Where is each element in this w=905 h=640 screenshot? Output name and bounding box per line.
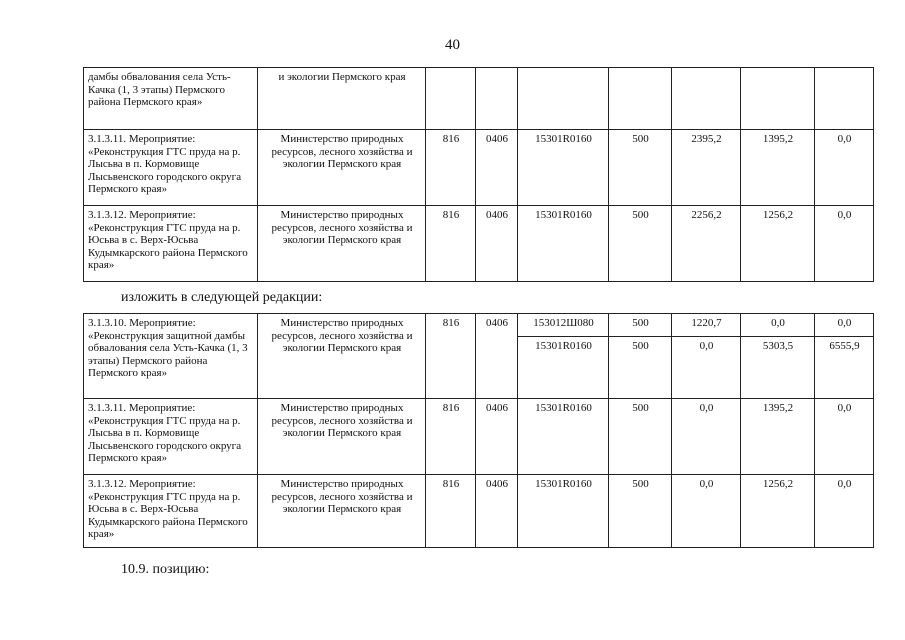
amount-year3-cell: 6555,9 — [815, 337, 874, 399]
amount-year2-cell — [741, 68, 815, 130]
amount-year2-cell: 1395,2 — [741, 399, 815, 475]
amount-year3-cell: 0,0 — [815, 314, 874, 337]
amount-year3-cell — [815, 68, 874, 130]
organization-cell: Министерство природных ресурсов, лесного хозяйства и экологии Пермского края — [258, 399, 426, 475]
amount-year3-cell: 0,0 — [815, 399, 874, 475]
code-cell: 816 — [426, 314, 476, 399]
expense-type-cell: 500 — [609, 314, 672, 337]
amount-year2-cell: 1395,2 — [741, 130, 815, 206]
target-article-cell: 15301R0160 — [518, 475, 609, 548]
amount-year2-cell: 5303,5 — [741, 337, 815, 399]
target-article-cell: 153012Ш080 — [518, 314, 609, 337]
code-cell: 816 — [426, 475, 476, 548]
section-cell: 0406 — [476, 206, 518, 282]
amount-year3-cell: 0,0 — [815, 475, 874, 548]
expense-type-cell: 500 — [609, 399, 672, 475]
table-row — [84, 399, 874, 475]
amount-year2-cell: 0,0 — [741, 314, 815, 337]
paragraph-position: 10.9. позицию: — [121, 562, 210, 577]
table-row — [84, 206, 874, 282]
event-name-cell: 3.1.3.11. Мероприятие: «Реконструкция ГТС пруда на р. Лысьва в п. Кормовище Лысьвенского городского округа Пермского края» — [84, 399, 258, 475]
amount-year1-cell: 1220,7 — [672, 314, 741, 337]
expense-type-cell — [609, 68, 672, 130]
amount-year1-cell: 2256,2 — [672, 206, 741, 282]
event-name-cell: 3.1.3.10. Мероприятие: «Реконструкция защитной дамбы обвалования села Усть-Качка (1, 3 этапы) Пермского района Пермского края» — [84, 314, 258, 399]
table-new-wording — [83, 313, 874, 548]
target-article-cell — [518, 68, 609, 130]
event-name-cell: 3.1.3.11. Мероприятие: «Реконструкция ГТС пруда на р. Лысьва в п. Кормовище Лысьвенского городского округа Пермского края» — [84, 130, 258, 206]
table-row — [84, 314, 874, 337]
section-cell: 0406 — [476, 399, 518, 475]
amount-year2-cell: 1256,2 — [741, 475, 815, 548]
code-cell: 816 — [426, 206, 476, 282]
target-article-cell: 15301R0160 — [518, 399, 609, 475]
amount-year3-cell: 0,0 — [815, 206, 874, 282]
amount-year1-cell: 0,0 — [672, 399, 741, 475]
section-cell: 0406 — [476, 130, 518, 206]
organization-cell: и экологии Пермского края — [258, 68, 426, 130]
organization-cell: Министерство природных ресурсов, лесного хозяйства и экологии Пермского края — [258, 130, 426, 206]
amount-year1-cell: 2395,2 — [672, 130, 741, 206]
organization-cell: Министерство природных ресурсов, лесного хозяйства и экологии Пермского края — [258, 314, 426, 399]
code-cell — [426, 68, 476, 130]
amount-year1-cell: 0,0 — [672, 337, 741, 399]
amount-year3-cell: 0,0 — [815, 130, 874, 206]
table-current-wording — [83, 67, 874, 282]
table-row — [84, 475, 874, 548]
paragraph-new-wording: изложить в следующей редакции: — [121, 290, 323, 305]
target-article-cell: 15301R0160 — [518, 130, 609, 206]
event-name-cell: 3.1.3.12. Мероприятие: «Реконструкция ГТС пруда на р. Юсьва в с. Верх-Юсьва Кудымкарского района Пермского края» — [84, 475, 258, 548]
table-row — [84, 130, 874, 206]
amount-year1-cell: 0,0 — [672, 475, 741, 548]
event-name-cell: 3.1.3.12. Мероприятие: «Реконструкция ГТС пруда на р. Юсьва в с. Верх-Юсьва Кудымкарского района Пермского края» — [84, 206, 258, 282]
code-cell: 816 — [426, 130, 476, 206]
amount-year1-cell — [672, 68, 741, 130]
organization-cell: Министерство природных ресурсов, лесного хозяйства и экологии Пермского края — [258, 206, 426, 282]
table-row — [84, 68, 874, 130]
expense-type-cell: 500 — [609, 130, 672, 206]
target-article-cell: 15301R0160 — [518, 337, 609, 399]
page-number: 40 — [445, 37, 460, 53]
expense-type-cell: 500 — [609, 337, 672, 399]
event-name-cell: дамбы обвалования села Усть-Качка (1, 3 этапы) Пермского района Пермского края» — [84, 68, 258, 130]
organization-cell: Министерство природных ресурсов, лесного хозяйства и экологии Пермского края — [258, 475, 426, 548]
section-cell: 0406 — [476, 475, 518, 548]
section-cell: 0406 — [476, 314, 518, 399]
amount-year2-cell: 1256,2 — [741, 206, 815, 282]
code-cell: 816 — [426, 399, 476, 475]
section-cell — [476, 68, 518, 130]
target-article-cell: 15301R0160 — [518, 206, 609, 282]
expense-type-cell: 500 — [609, 206, 672, 282]
expense-type-cell: 500 — [609, 475, 672, 548]
